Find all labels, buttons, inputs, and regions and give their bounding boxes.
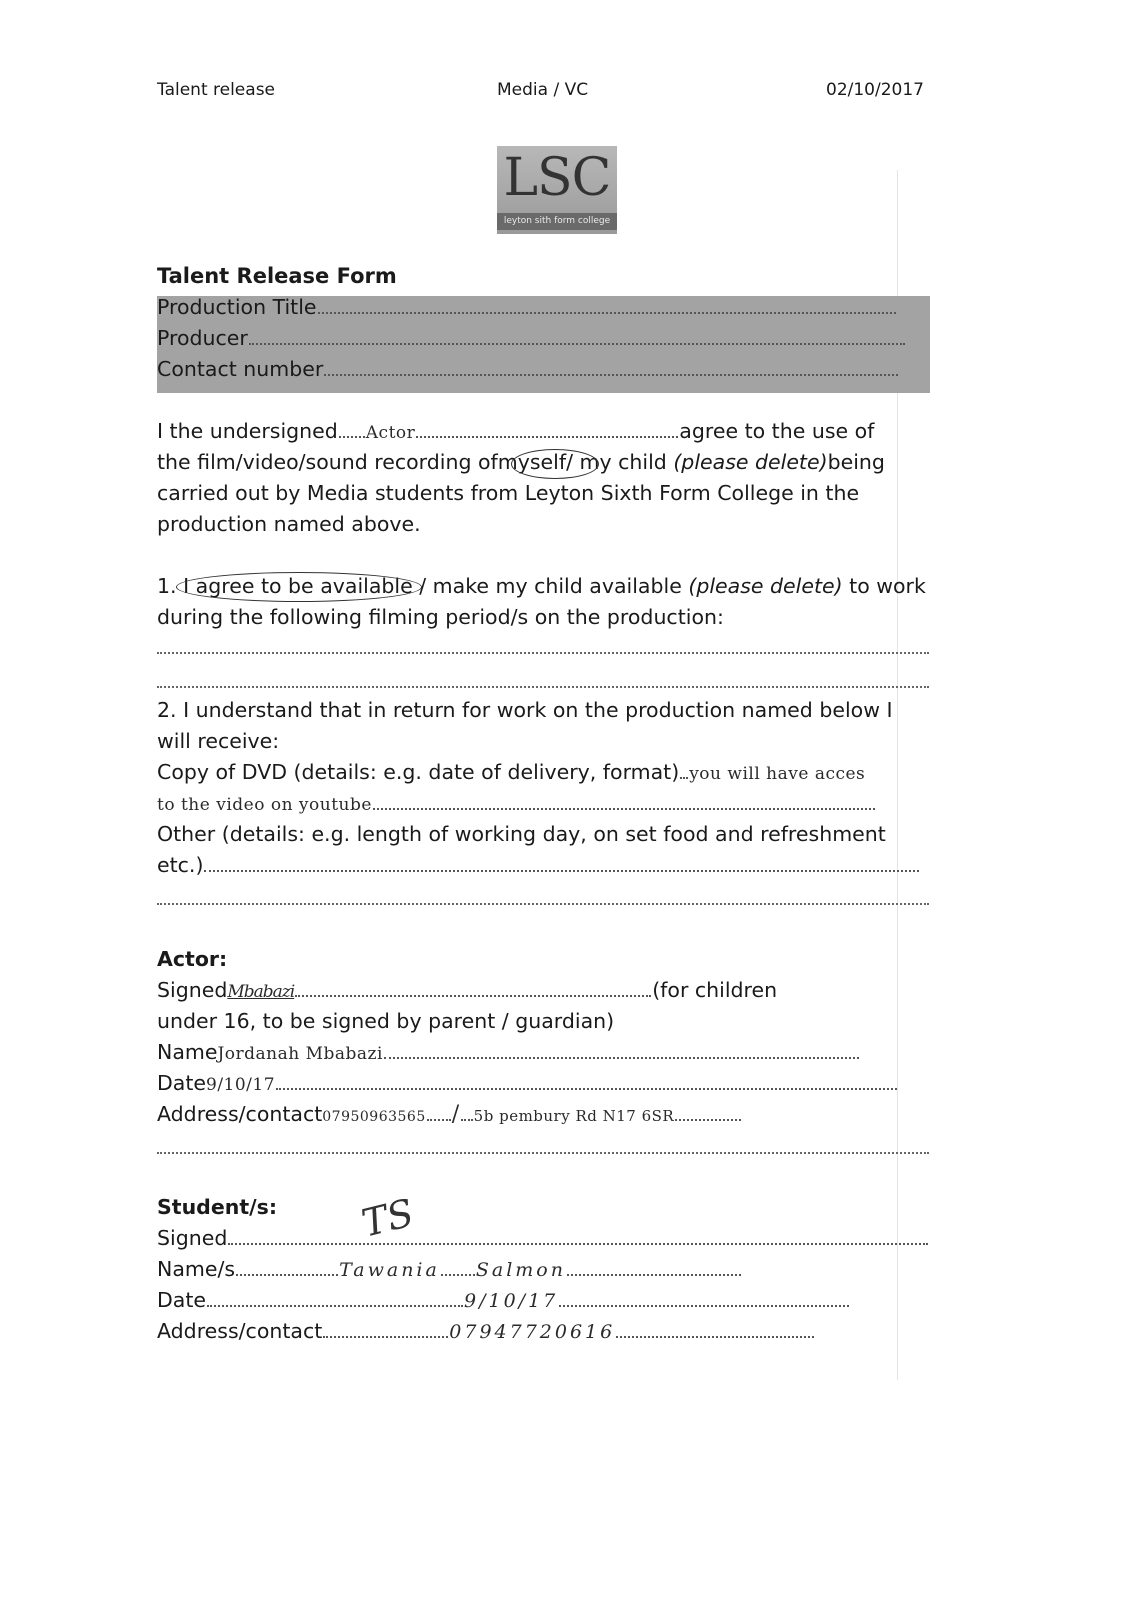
item1-number: 1.	[157, 574, 177, 598]
available-circle-mark	[176, 572, 422, 602]
intro-prefix: I the undersigned	[157, 419, 338, 443]
actor-address-slash: /	[451, 1102, 460, 1127]
student-contact-value[interactable]: 07947720616	[449, 1321, 616, 1343]
header-left: Talent release	[157, 80, 276, 100]
guardian-note: under 16, to be signed by parent / guardian)	[157, 1009, 615, 1033]
intro-suffix: agree to the use of	[679, 419, 875, 443]
undersigned-value[interactable]: Actor	[365, 423, 416, 443]
intro-line-1	[157, 416, 874, 447]
actor-phone-value[interactable]: 07950963565	[322, 1109, 426, 1125]
production-title-label: Production Title	[157, 295, 317, 319]
dvd-field	[157, 757, 865, 788]
intro-dots-a	[339, 416, 365, 438]
producer-label: Producer	[157, 326, 248, 350]
actor-date-dots	[276, 1068, 897, 1090]
student-date-dots-b	[559, 1285, 849, 1307]
please-delete-note-2: (please delete)	[688, 574, 843, 598]
form-title: Talent Release Form	[157, 264, 397, 288]
dvd-value-1[interactable]: you will have acces	[689, 764, 866, 784]
available-option[interactable]: I agree to be available	[183, 574, 413, 598]
actor-address-dots-c	[675, 1099, 741, 1121]
recording-of-text: the film/video/sound recording of	[157, 450, 498, 474]
student-address-dots-b	[616, 1316, 814, 1338]
contact-number-dots	[324, 354, 898, 376]
student-name-dots-a	[236, 1254, 338, 1276]
item2-line-2: will receive:	[157, 729, 280, 753]
item1-line-2: during the following filming period/s on the production:	[157, 605, 724, 629]
to-work-text: to work	[849, 574, 926, 598]
actor-signed-dots	[295, 975, 651, 997]
actor-name-value[interactable]: Jordanah Mbabazi	[217, 1044, 383, 1064]
item2-line-1: 2. I understand that in return for work on the production named below I	[157, 698, 893, 722]
student-name-first[interactable]: Tawania	[339, 1259, 440, 1281]
student-name-label: Name/s	[157, 1257, 236, 1281]
other-details-line-3[interactable]	[157, 903, 929, 905]
header-center: Media / VC	[497, 80, 589, 100]
dvd-dots	[680, 757, 688, 779]
other-etc-label: etc.)	[157, 853, 204, 877]
make-child-available-text: / make my child available	[419, 574, 682, 598]
student-signature[interactable]: TS	[357, 1190, 418, 1246]
contact-number-label: Contact number	[157, 357, 324, 381]
actor-signature[interactable]: Mbabazi	[227, 982, 295, 1002]
dvd-dots-2	[373, 788, 875, 810]
other-details-dots[interactable]	[204, 850, 919, 872]
actor-date-value[interactable]: 9/10/17	[206, 1075, 276, 1095]
my-child-text: / my child	[566, 450, 667, 474]
actor-name-label: Name	[157, 1040, 218, 1064]
actor-address-line-2[interactable]	[157, 1152, 929, 1154]
intro-line-3: carried out by Media students from Leyton Sixth Form College in the	[157, 481, 860, 505]
production-title-field[interactable]	[157, 292, 897, 323]
student-name-dots-b	[441, 1254, 475, 1276]
filming-period-line-2[interactable]	[157, 686, 929, 688]
actor-address-dots-b	[461, 1099, 473, 1121]
student-name-last[interactable]: Salmon	[475, 1259, 566, 1281]
filming-period-line-1[interactable]	[157, 652, 929, 654]
student-name-field	[157, 1254, 742, 1285]
student-name-dots-c	[567, 1254, 741, 1276]
student-date-dots-a	[207, 1285, 463, 1307]
dvd-field-line-2	[157, 788, 876, 819]
for-children-text: (for children	[652, 978, 778, 1002]
other-details-line-1: Other (details: e.g. length of working day, on set food and refreshment	[157, 822, 886, 846]
student-date-field	[157, 1285, 850, 1316]
please-delete-note: (please delete)	[673, 450, 828, 474]
logo-text: LSC	[503, 148, 611, 208]
dvd-label: Copy of DVD (details: e.g. date of delivery, format)	[157, 760, 680, 784]
header-date: 02/10/2017	[826, 80, 924, 100]
producer-field[interactable]	[157, 323, 906, 354]
lsc-logo	[497, 146, 617, 234]
student-address-label: Address/contact	[157, 1319, 323, 1343]
student-signed-label: Signed	[157, 1226, 228, 1250]
actor-address-label: Address/contact	[157, 1102, 323, 1126]
dvd-value-2[interactable]: to the video on youtube	[157, 795, 372, 815]
actor-date-field	[157, 1068, 898, 1099]
student-signed-field	[157, 1223, 929, 1254]
actor-signed-label: Signed	[157, 978, 228, 1002]
contact-number-field[interactable]	[157, 354, 899, 385]
actor-address-value[interactable]: 5b pembury Rd N17 6SR	[473, 1107, 675, 1125]
myself-circle-mark	[511, 449, 599, 479]
student-date-value[interactable]: 9/10/17	[464, 1290, 559, 1312]
other-details-line-2	[157, 850, 920, 881]
actor-heading: Actor:	[157, 947, 228, 971]
being-text: being	[827, 450, 885, 474]
actor-address-dots-a	[427, 1099, 451, 1121]
actor-name-dots	[384, 1037, 859, 1059]
student-date-label: Date	[157, 1288, 206, 1312]
actor-name-field	[157, 1037, 860, 1068]
intro-dots-b	[416, 416, 678, 438]
myself-text: myself	[497, 450, 567, 474]
producer-dots	[249, 323, 905, 345]
student-address-field	[157, 1316, 815, 1347]
actor-date-label: Date	[157, 1071, 206, 1095]
actor-address-field	[157, 1099, 742, 1130]
logo-subtitle: leyton sith form college	[497, 213, 617, 230]
student-address-dots-a	[323, 1316, 448, 1338]
production-title-dots	[318, 292, 896, 314]
intro-line-4: production named above.	[157, 512, 421, 536]
student-heading: Student/s:	[157, 1195, 278, 1219]
actor-signed-field	[157, 975, 777, 1006]
student-signed-dots	[228, 1223, 928, 1245]
